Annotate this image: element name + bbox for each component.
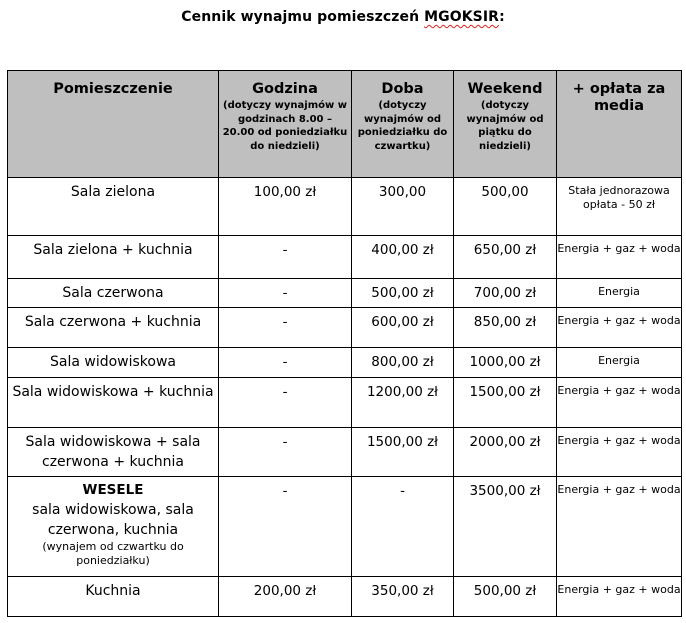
cell-weekend: 1000,00 zł [454, 348, 557, 378]
table-row [8, 279, 682, 308]
table-row [8, 577, 682, 617]
cell-weekend: 2000,00 zł [454, 428, 557, 477]
header-media [557, 71, 682, 178]
cell-hour: - [219, 428, 352, 477]
cell-day: 350,00 zł [352, 577, 454, 617]
table-row [8, 178, 682, 236]
table-row [8, 428, 682, 477]
cell-media: Energia [557, 348, 682, 378]
cell-room: Sala widowiskowa [8, 348, 219, 378]
cell-day: 600,00 zł [352, 308, 454, 348]
cell-day: 1200,00 zł [352, 378, 454, 428]
cell-hour: - [219, 477, 352, 577]
cell-weekend: 850,00 zł [454, 308, 557, 348]
cell-room: Sala czerwona [8, 279, 219, 308]
header-weekend [454, 71, 557, 178]
header-hour [219, 71, 352, 178]
header-weekend-note: (dotyczy wynajmów od piątku do niedzieli) [466, 100, 544, 152]
cell-weekend: 500,00 [454, 178, 557, 236]
header-day-note: (dotyczy wynajmów od poniedziałku do czwartku) [357, 100, 448, 152]
cell-hour: - [219, 279, 352, 308]
cell-hour: 200,00 zł [219, 577, 352, 617]
cell-weekend: 1500,00 zł [454, 378, 557, 428]
header-day [352, 71, 454, 178]
wesele-note: (wynajem od czwartku do poniedziałku) [42, 540, 184, 567]
table-row [8, 477, 682, 577]
cell-weekend: 700,00 zł [454, 279, 557, 308]
cell-weekend: 3500,00 zł [454, 477, 557, 577]
table-row [8, 378, 682, 428]
cell-media: Energia + gaz + woda [557, 577, 682, 617]
cell-media: Energia + gaz + woda [557, 378, 682, 428]
cell-room: Sala czerwona + kuchnia [8, 308, 219, 348]
cell-room: Sala zielona + kuchnia [8, 236, 219, 279]
header-media-label: + opłata za media [572, 81, 666, 114]
cell-hour: - [219, 348, 352, 378]
title-prefix: Cennik wynajmu pomieszczeń [181, 9, 425, 25]
header-weekend-label: Weekend [467, 81, 543, 97]
cell-day: 800,00 zł [352, 348, 454, 378]
page-title [0, 9, 686, 25]
title-suffix: : [499, 9, 505, 25]
cell-weekend: 500,00 zł [454, 577, 557, 617]
cell-media: Energia + gaz + woda [557, 308, 682, 348]
cell-media: Stała jednorazowa opłata - 50 zł [557, 178, 682, 236]
cell-media: Energia + gaz + woda [557, 477, 682, 577]
header-day-label: Doba [381, 81, 424, 97]
header-hour-label: Godzina [252, 81, 318, 97]
cell-hour: - [219, 308, 352, 348]
cell-media: Energia + gaz + woda [557, 428, 682, 477]
header-hour-note: (dotyczy wynajmów w godzinach 8.00 – 20.00 od poniedziałku do niedzieli) [222, 100, 348, 152]
table-row [8, 236, 682, 279]
cell-media: Energia [557, 279, 682, 308]
price-table [7, 70, 682, 617]
cell-weekend: 650,00 zł [454, 236, 557, 279]
table-row [8, 348, 682, 378]
wesele-title: WESELE [82, 482, 144, 498]
cell-room: Sala zielona [8, 178, 219, 236]
cell-room: Kuchnia [8, 577, 219, 617]
cell-room: Sala widowiskowa + sala czerwona + kuchnia [8, 428, 219, 477]
cell-room: Sala widowiskowa + kuchnia [8, 378, 219, 428]
header-room [8, 71, 219, 178]
cell-hour: - [219, 378, 352, 428]
wesele-rooms: sala widowiskowa, sala czerwona, kuchnia [32, 502, 194, 538]
cell-day: - [352, 477, 454, 577]
cell-day: 400,00 zł [352, 236, 454, 279]
cell-hour: 100,00 zł [219, 178, 352, 236]
cell-day: 500,00 zł [352, 279, 454, 308]
cell-room [8, 477, 219, 577]
cell-day: 300,00 [352, 178, 454, 236]
table-row [8, 308, 682, 348]
title-org: MGOKSIR [424, 9, 500, 25]
header-row [8, 71, 682, 178]
cell-hour: - [219, 236, 352, 279]
cell-day: 1500,00 zł [352, 428, 454, 477]
header-room-label: Pomieszczenie [53, 81, 173, 97]
cell-media: Energia + gaz + woda [557, 236, 682, 279]
